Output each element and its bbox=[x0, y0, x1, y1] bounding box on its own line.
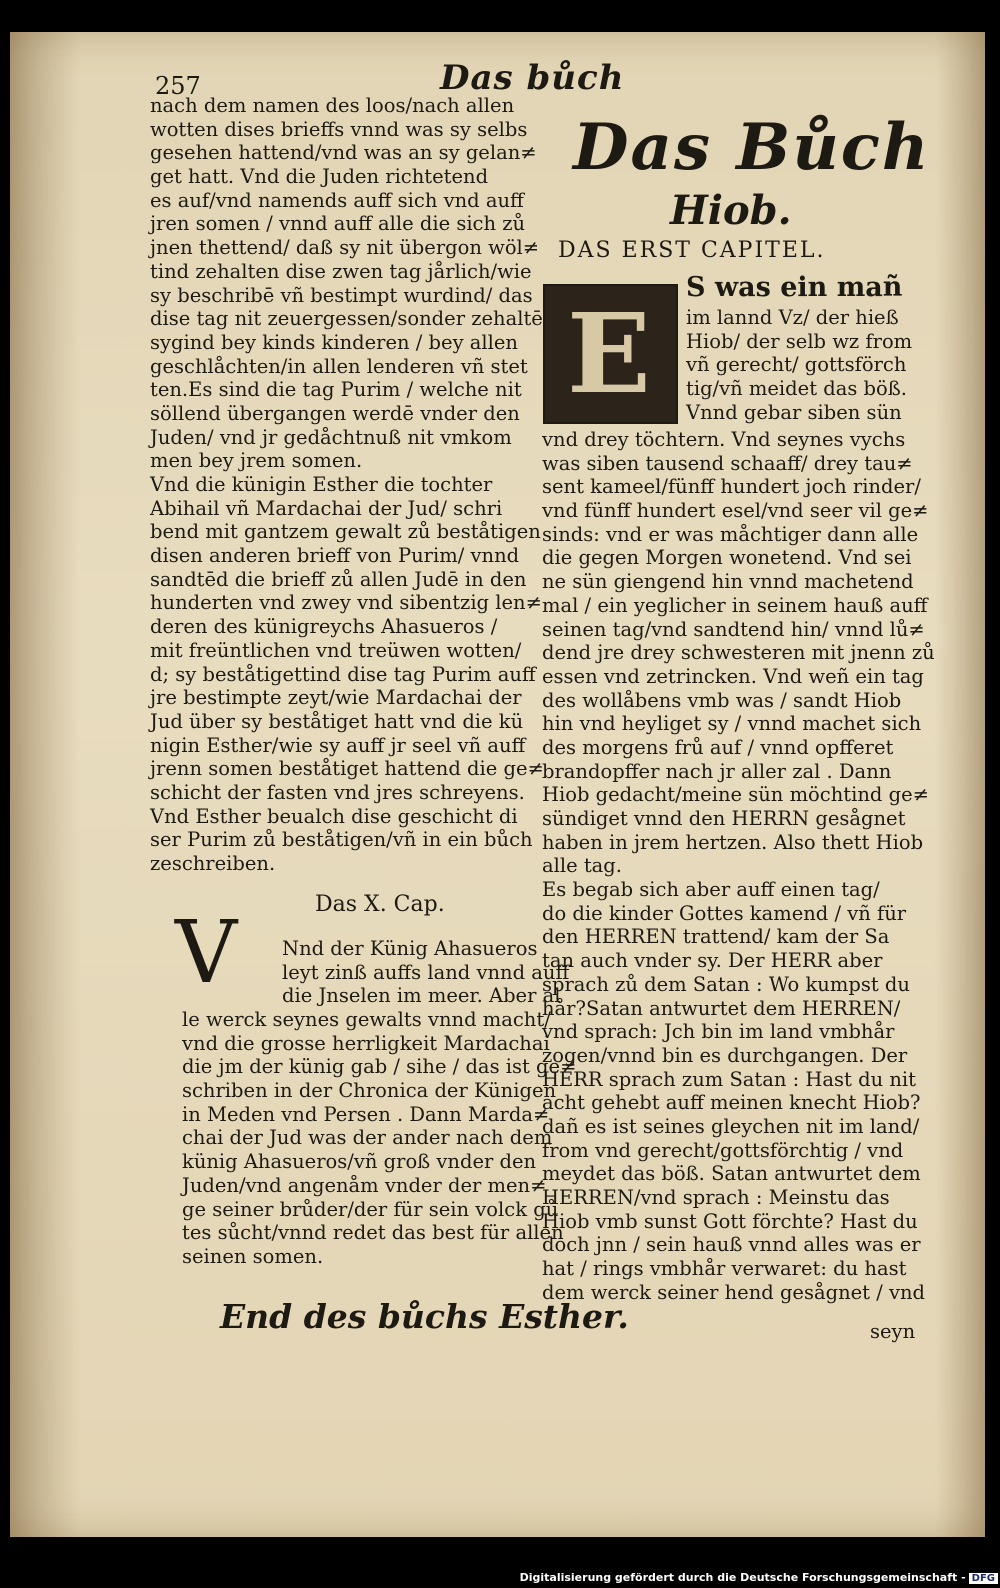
text-line: jre bestimpte zeyt/wie Mardachai der bbox=[150, 686, 522, 710]
text-line: im lannd Vz/ der hieß bbox=[686, 306, 899, 329]
text-line: alle tag. bbox=[542, 854, 622, 878]
text-line: jren somen / vnnd auff alle die sich zů bbox=[150, 212, 526, 236]
text-line: tind zehalten dise zwen tag jårlich/wie bbox=[150, 259, 532, 283]
text-line: acht gehebt auff meinen knecht Hiob? bbox=[542, 1091, 921, 1115]
text-line: mit freüntlichen vnd treüwen wotten/ bbox=[150, 638, 522, 662]
text-line: d; sy beståtigettind dise tag Purim auff bbox=[150, 662, 536, 686]
text-line: Vnd die künigin Esther die tochter bbox=[150, 473, 493, 496]
text-line: sandtēd die brieff zů allen Judē in den bbox=[150, 567, 527, 591]
text-line: meydet das böß. Satan antwurtet dem bbox=[542, 1162, 921, 1186]
text-line: Hiob/ der selb wz from bbox=[686, 329, 913, 353]
text-line: HERREN/vnd sprach : Meinstu das bbox=[542, 1186, 890, 1209]
text-line: hin vnd heyliget sy / vnnd machet sich bbox=[542, 712, 922, 736]
text-line: nigin Esther/wie sy auff jr seel vñ auff bbox=[150, 733, 526, 757]
catchword: seyn bbox=[870, 1320, 916, 1343]
text-line: doch jnn / sein hauß vnnd alles was er bbox=[542, 1233, 921, 1257]
text-line: dise tag nit zeuergessen/sonder zehaltē bbox=[150, 307, 543, 331]
text-line: zeschreiben. bbox=[150, 852, 276, 875]
text-line: jrenn somen beståtiget hattend die ge≠ bbox=[150, 757, 544, 781]
text-line: sprach zů dem Satan : Wo kumpst du bbox=[542, 972, 910, 996]
page-number: 257 bbox=[155, 72, 201, 100]
text-line: die gegen Morgen wonetend. Vnd sei bbox=[542, 546, 912, 570]
text-line: sy beschribē vñ bestimpt wurdind/ das bbox=[150, 283, 533, 307]
text-line: men bey jrem somen. bbox=[150, 449, 363, 473]
text-line: in Meden vnd Persen . Dann Marda≠ bbox=[182, 1102, 550, 1126]
text-line: Vnnd gebar siben sün bbox=[686, 400, 902, 424]
text-line: tig/vñ meidet das böß. bbox=[686, 377, 907, 401]
text-line: zogen/vnnd bin es durchgangen. Der bbox=[542, 1043, 908, 1067]
initial-letter-v: V bbox=[175, 903, 238, 1003]
text-line: vnd fünff hundert esel/vnd seer vil ge≠ bbox=[542, 499, 929, 523]
text-line: Jud über sy beståtiget hatt vnd die kü bbox=[150, 709, 524, 733]
text-line: vnd drey töchtern. Vnd seynes vychs bbox=[542, 428, 906, 451]
text-line: vñ gerecht/ gottsförch bbox=[686, 353, 907, 377]
text-line: vnd sprach: Jch bin im land vmbhår bbox=[542, 1020, 895, 1044]
text-line: die jm der künig gab / sihe / das ist ge≠ bbox=[182, 1055, 577, 1079]
text-line: hat / rings vmbhår verwaret: du hast bbox=[542, 1257, 907, 1281]
text-line: bend mit gantzem gewalt zů beståtigen bbox=[150, 520, 541, 544]
text-line: HERR sprach zum Satan : Hast du nit bbox=[542, 1067, 916, 1091]
chapter-one-heading: DAS ERST CAPITEL. bbox=[558, 238, 826, 263]
end-of-book-line: End des bůchs Esther. bbox=[220, 1297, 629, 1336]
text-line: geschlåchten/in allen lenderen vñ stet bbox=[150, 354, 528, 378]
text-line: vnd die grosse herrligkeit Mardachai bbox=[182, 1031, 550, 1055]
text-line: Hiob gedacht/meine sün möchtind ge≠ bbox=[542, 783, 929, 807]
text-line: sündiget vnnd den HERRN gesågnet bbox=[542, 807, 906, 830]
text-line: dend jre drey schwesteren mit jnenn zů bbox=[542, 641, 935, 665]
text-line: Juden/ vnd jr gedåchtnuß nit vmkom bbox=[150, 425, 512, 449]
text-line: ne sün giengend hin vnnd machetend bbox=[542, 570, 914, 594]
text-line: den HERREN trattend/ kam der Sa bbox=[542, 925, 890, 949]
text-line: dañ es ist seines gleychen nit im land/ bbox=[542, 1114, 920, 1138]
text-line: sinds: vnd er was måchtiger dann alle bbox=[542, 522, 919, 546]
text-line: gesehen hattend/vnd was an sy gelan≠ bbox=[150, 141, 537, 165]
text-line: es auf/vnd namends auff sich vnd auff bbox=[150, 188, 524, 212]
text-line: ge seiner brůder/der für sein volck gů bbox=[182, 1197, 559, 1221]
text-line: des morgens frů auf / vnnd opfferet bbox=[542, 735, 894, 759]
text-line: tes sůcht/vnnd redet das best für allen bbox=[182, 1221, 564, 1245]
text-line: Nnd der Künig Ahasueros bbox=[282, 937, 538, 960]
text-line: dem werck seiner hend gesågnet / vnd bbox=[542, 1280, 926, 1304]
text-line: Es begab sich aber auff einen tag/ bbox=[542, 878, 880, 902]
initial-side-lines bbox=[686, 306, 926, 424]
footer-text: Digitalisierung gefördert durch die Deutsche Forschungsgemeinschaft - bbox=[519, 1571, 966, 1584]
text-line: ten.Es sind die tag Purim / welche nit bbox=[150, 378, 522, 402]
book-title: Das Bůch bbox=[573, 110, 931, 185]
text-line: schicht der fasten vnd jres schreyens. bbox=[150, 780, 525, 804]
text-line: deren des künigreychs Ahasueros / bbox=[150, 615, 498, 639]
text-line: Hiob vmb sunst Gott förchte? Hast du bbox=[542, 1209, 918, 1233]
text-line: do die kinder Gottes kamend / vñ für bbox=[542, 901, 907, 925]
text-line: jnen thettend/ daß sy nit übergon wöl≠ bbox=[150, 236, 540, 260]
text-line: ser Purim zů beståtigen/vñ in ein bůch bbox=[150, 828, 533, 852]
initial-letter-e: E bbox=[567, 289, 651, 418]
text-line: die Jnselen im meer. Aber al bbox=[282, 984, 561, 1008]
digitization-footer bbox=[520, 1571, 998, 1584]
text-line: tan auch vnder sy. Der HERR aber bbox=[542, 949, 883, 973]
text-line: künig Ahasueros/vñ groß vnder den bbox=[182, 1150, 537, 1174]
text-line: le werck seynes gewalts vnnd macht/ bbox=[182, 1008, 551, 1031]
running-head: Das bůch bbox=[440, 58, 625, 98]
text-line: Vnd Esther beualch dise geschicht di bbox=[150, 804, 518, 828]
book-subtitle: Hiob. bbox=[670, 187, 792, 234]
text-line: get hatt. Vnd die Juden richtetend bbox=[150, 165, 489, 189]
text-line: disen anderen brieff von Purim/ vnnd bbox=[150, 544, 520, 568]
chapter-x-initial-lines bbox=[282, 937, 570, 1008]
text-line: Abihail vñ Mardachai der Jud/ schri bbox=[150, 496, 503, 520]
text-line: was siben tausend schaaff/ drey tau≠ bbox=[542, 451, 913, 475]
chapter-x-heading: Das X. Cap. bbox=[315, 892, 445, 917]
dfg-logo: DFG bbox=[969, 1573, 998, 1584]
text-line: nach dem namen des loos/nach allen bbox=[150, 94, 515, 117]
left-column bbox=[150, 94, 545, 876]
text-line: söllend übergangen werdē vnder den bbox=[150, 401, 520, 425]
text-line: haben in jrem hertzen. Also thett Hiob bbox=[542, 830, 924, 854]
text-line: hår?Satan antwurtet dem HERREN/ bbox=[542, 996, 901, 1020]
text-line: leyt zinß auffs land vnnd auff bbox=[282, 960, 570, 984]
chapter-x-text bbox=[182, 1008, 577, 1269]
text-line: essen vnd zetrincken. Vnd weñ ein tag bbox=[542, 664, 924, 688]
text-line: sygind bey kinds kinderen / bey allen bbox=[150, 330, 518, 354]
text-line: chai der Jud was der ander nach dem bbox=[182, 1126, 553, 1150]
text-line: brandopffer nach jr aller zal . Dann bbox=[542, 759, 892, 783]
chapter-first-line: S was ein mañ bbox=[686, 272, 903, 303]
text-line: from vnd gerecht/gottsförchtig / vnd bbox=[542, 1138, 904, 1162]
text-line: seinen somen. bbox=[182, 1244, 324, 1268]
text-line: mal / ein yeglicher in seinem hauß auff bbox=[542, 593, 928, 617]
text-line: hunderten vnd zwey vnd sibentzig len≠ bbox=[150, 591, 542, 615]
decorated-initial-e bbox=[543, 284, 678, 424]
text-line: wotten dises brieffs vnnd was sy selbs bbox=[150, 117, 528, 141]
text-line: schriben in der Chronica der Künigen bbox=[182, 1079, 557, 1103]
text-line: sent kameel/fünff hundert joch rinder/ bbox=[542, 475, 921, 499]
text-line: seinen tag/vnd sandtend hin/ vnnd lů≠ bbox=[542, 617, 925, 641]
text-line: Juden/vnd angenåm vnder der men≠ bbox=[182, 1173, 547, 1197]
book-page bbox=[10, 32, 985, 1537]
text-line: des wollåbens vmb was / sandt Hiob bbox=[542, 688, 902, 712]
right-column bbox=[542, 428, 942, 1304]
